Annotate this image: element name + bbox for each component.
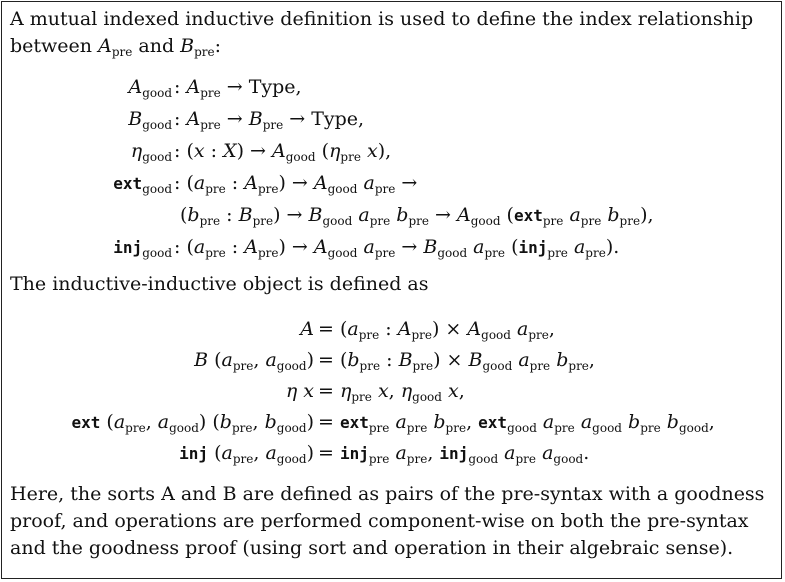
intro-text: A mutual indexed inductive definition is used to define the index relationship between — [10, 8, 754, 57]
intro-end: : — [214, 35, 222, 57]
closing-paragraph: Here, the sorts A and B are defined as pairs of the pre-syntax with a goodness proof, and operations are performed component-wise on both the pre-syntax and the goodness proof (using sort and operation in their algebraic sense). — [10, 483, 765, 559]
intro-paragraph: A mutual indexed inductive definition is used to define the index relationship between $A_{pre}$ and $B_{pre}$: — [10, 8, 754, 59]
intro-and: and — [132, 35, 181, 57]
definitions-block: $A_{good}$ : $A_{pre}$ → Type, $B_{good}$ : $A_{pre} \to B_{pre}$ → Type, $\eta_{good}$ : (x : $X) \to A_{good}$ ($\eta_{pre}$ x), ext$_{good}$ : ($a_{pre}$ : $A_{pre}) \to A_{good}$ $a_{pre}$ → ($b_{pre}$ : $B_{pre}) \to B_{good}$ $a_{pre}$ $b_{pre} \to A_{good}$ (ext$_{pre}$ $a_{pre}$ $b_{pre}$), inj$_{good}$ : ($a_{pre}$ : $A_{pre}) \to A_{good}$ $a_{pre} \to B_{good}$ $a_{pre}$ (inj$_{pre}$ $a_{pre}$). — [113, 76, 654, 260]
middle-paragraph: The inductive-inductive object is defined as — [10, 273, 429, 295]
objects-block: A = ($a_{pre}$ : $A_{pre}) \times A_{good}$ $a_{pre}$, B ($a_{pre}$, $a_{good}$) = ($b_{pre}$ : $B_{pre}) \times B_{good}$ $a_{pre}$ $b_{pre}$, η x = $\eta_{pre}$ x, $\eta_{good}$ x, ext ($a_{pre}$, $a_{good}$) ($b_{pre}$, $b_{good}$) = ext$_{pre}$ $a_{pre}$ $b_{pre}$, ext$_{good}$ $a_{pre}$ $a_{good}$ $b_{pre}$ $b_{good}$, inj ($a_{pre}$, $a_{good}$) = inj$_{pre}$ $a_{pre}$, inj$_{good}$ $a_{pre}$ $a_{good}$. — [71, 318, 715, 466]
definition-box — [1, 1, 782, 579]
